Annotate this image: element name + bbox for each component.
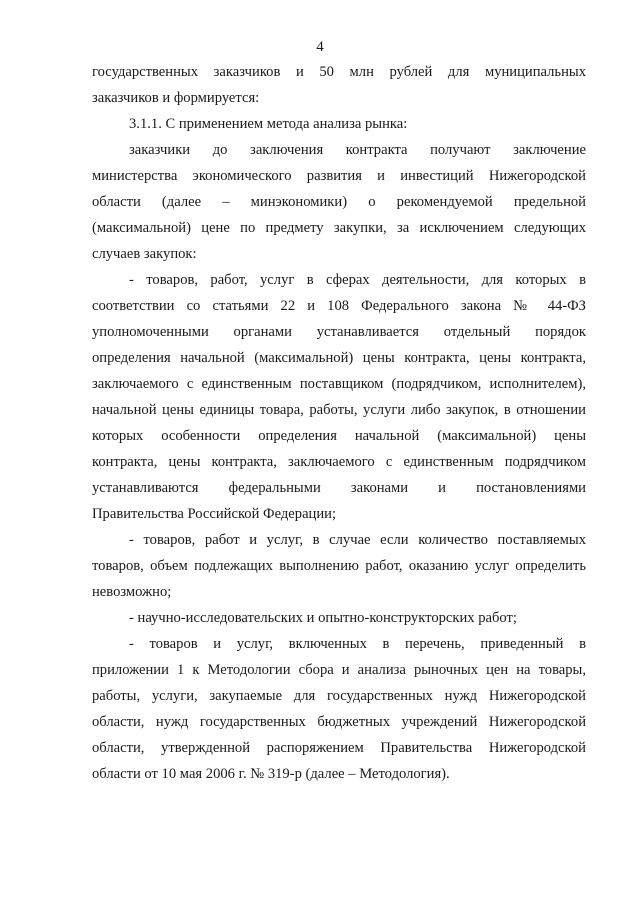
text-line: - товаров, работ, услуг в сферах деятельности, для которых в [129, 272, 586, 288]
text-line: государственных заказчиков и 50 млн рублей для муниципальных [92, 64, 586, 80]
text-line: определения начальной (максимальной) цены контракта, цены контракта, [92, 350, 586, 366]
text-line: контракта, цены контракта, заключаемого с единственным подрядчиком [92, 454, 586, 470]
text-line: 3.1.1. С применением метода анализа рынка: [129, 116, 408, 132]
document-body [92, 59, 586, 787]
page-number: 4 [316, 39, 324, 55]
text-line: случаев закупок: [92, 246, 197, 262]
text-line: области от 10 мая 2006 г. № 319-р (далее – Методология). [92, 766, 450, 782]
text-line: Правительства Российской Федерации; [92, 506, 337, 522]
text-line: области, нужд государственных бюджетных учреждений Нижегородской [92, 714, 586, 730]
text-line: заказчиков и формируется: [92, 90, 260, 106]
text-line: начальной цены единицы товара, работы, услуги либо закупок, в отношении [92, 402, 586, 418]
text-line: - научно-исследовательских и опытно-конструкторских работ; [129, 610, 517, 626]
text-line: области, утвержденной распоряжением Правительства Нижегородской [92, 740, 586, 756]
text-line: приложении 1 к Методологии сбора и анализа рыночных цен на товары, [92, 662, 586, 678]
text-line: невозможно; [92, 584, 172, 600]
text-line: - товаров, работ и услуг, в случае если количество поставляемых [129, 532, 586, 548]
text-line: заказчики до заключения контракта получают заключение [129, 142, 586, 158]
text-line: области (далее – минэкономики) о рекомендуемой предельной [92, 194, 586, 210]
text-line: (максимальной) цене по предмету закупки, за исключением следующих [92, 220, 586, 236]
text-line: устанавливаются федеральными законами и постановлениями [92, 480, 586, 496]
text-line: заключаемого с единственным поставщиком (подрядчиком, исполнителем), [92, 376, 586, 392]
text-line: соответствии со статьями 22 и 108 Федерального закона № 44-ФЗ [92, 298, 586, 314]
text-line: которых особенности определения начальной (максимальной) цены [92, 428, 586, 444]
text-line: министерства экономического развития и инвестиций Нижегородской [92, 168, 586, 184]
text-line: - товаров и услуг, включенных в перечень, приведенный в [129, 636, 586, 652]
text-line: уполномоченными органами устанавливается отдельный порядок [92, 324, 586, 340]
text-line: работы, услуги, закупаемые для государственных нужд Нижегородской [92, 688, 586, 704]
text-line: товаров, объем подлежащих выполнению работ, оказанию услуг определить [92, 558, 586, 574]
